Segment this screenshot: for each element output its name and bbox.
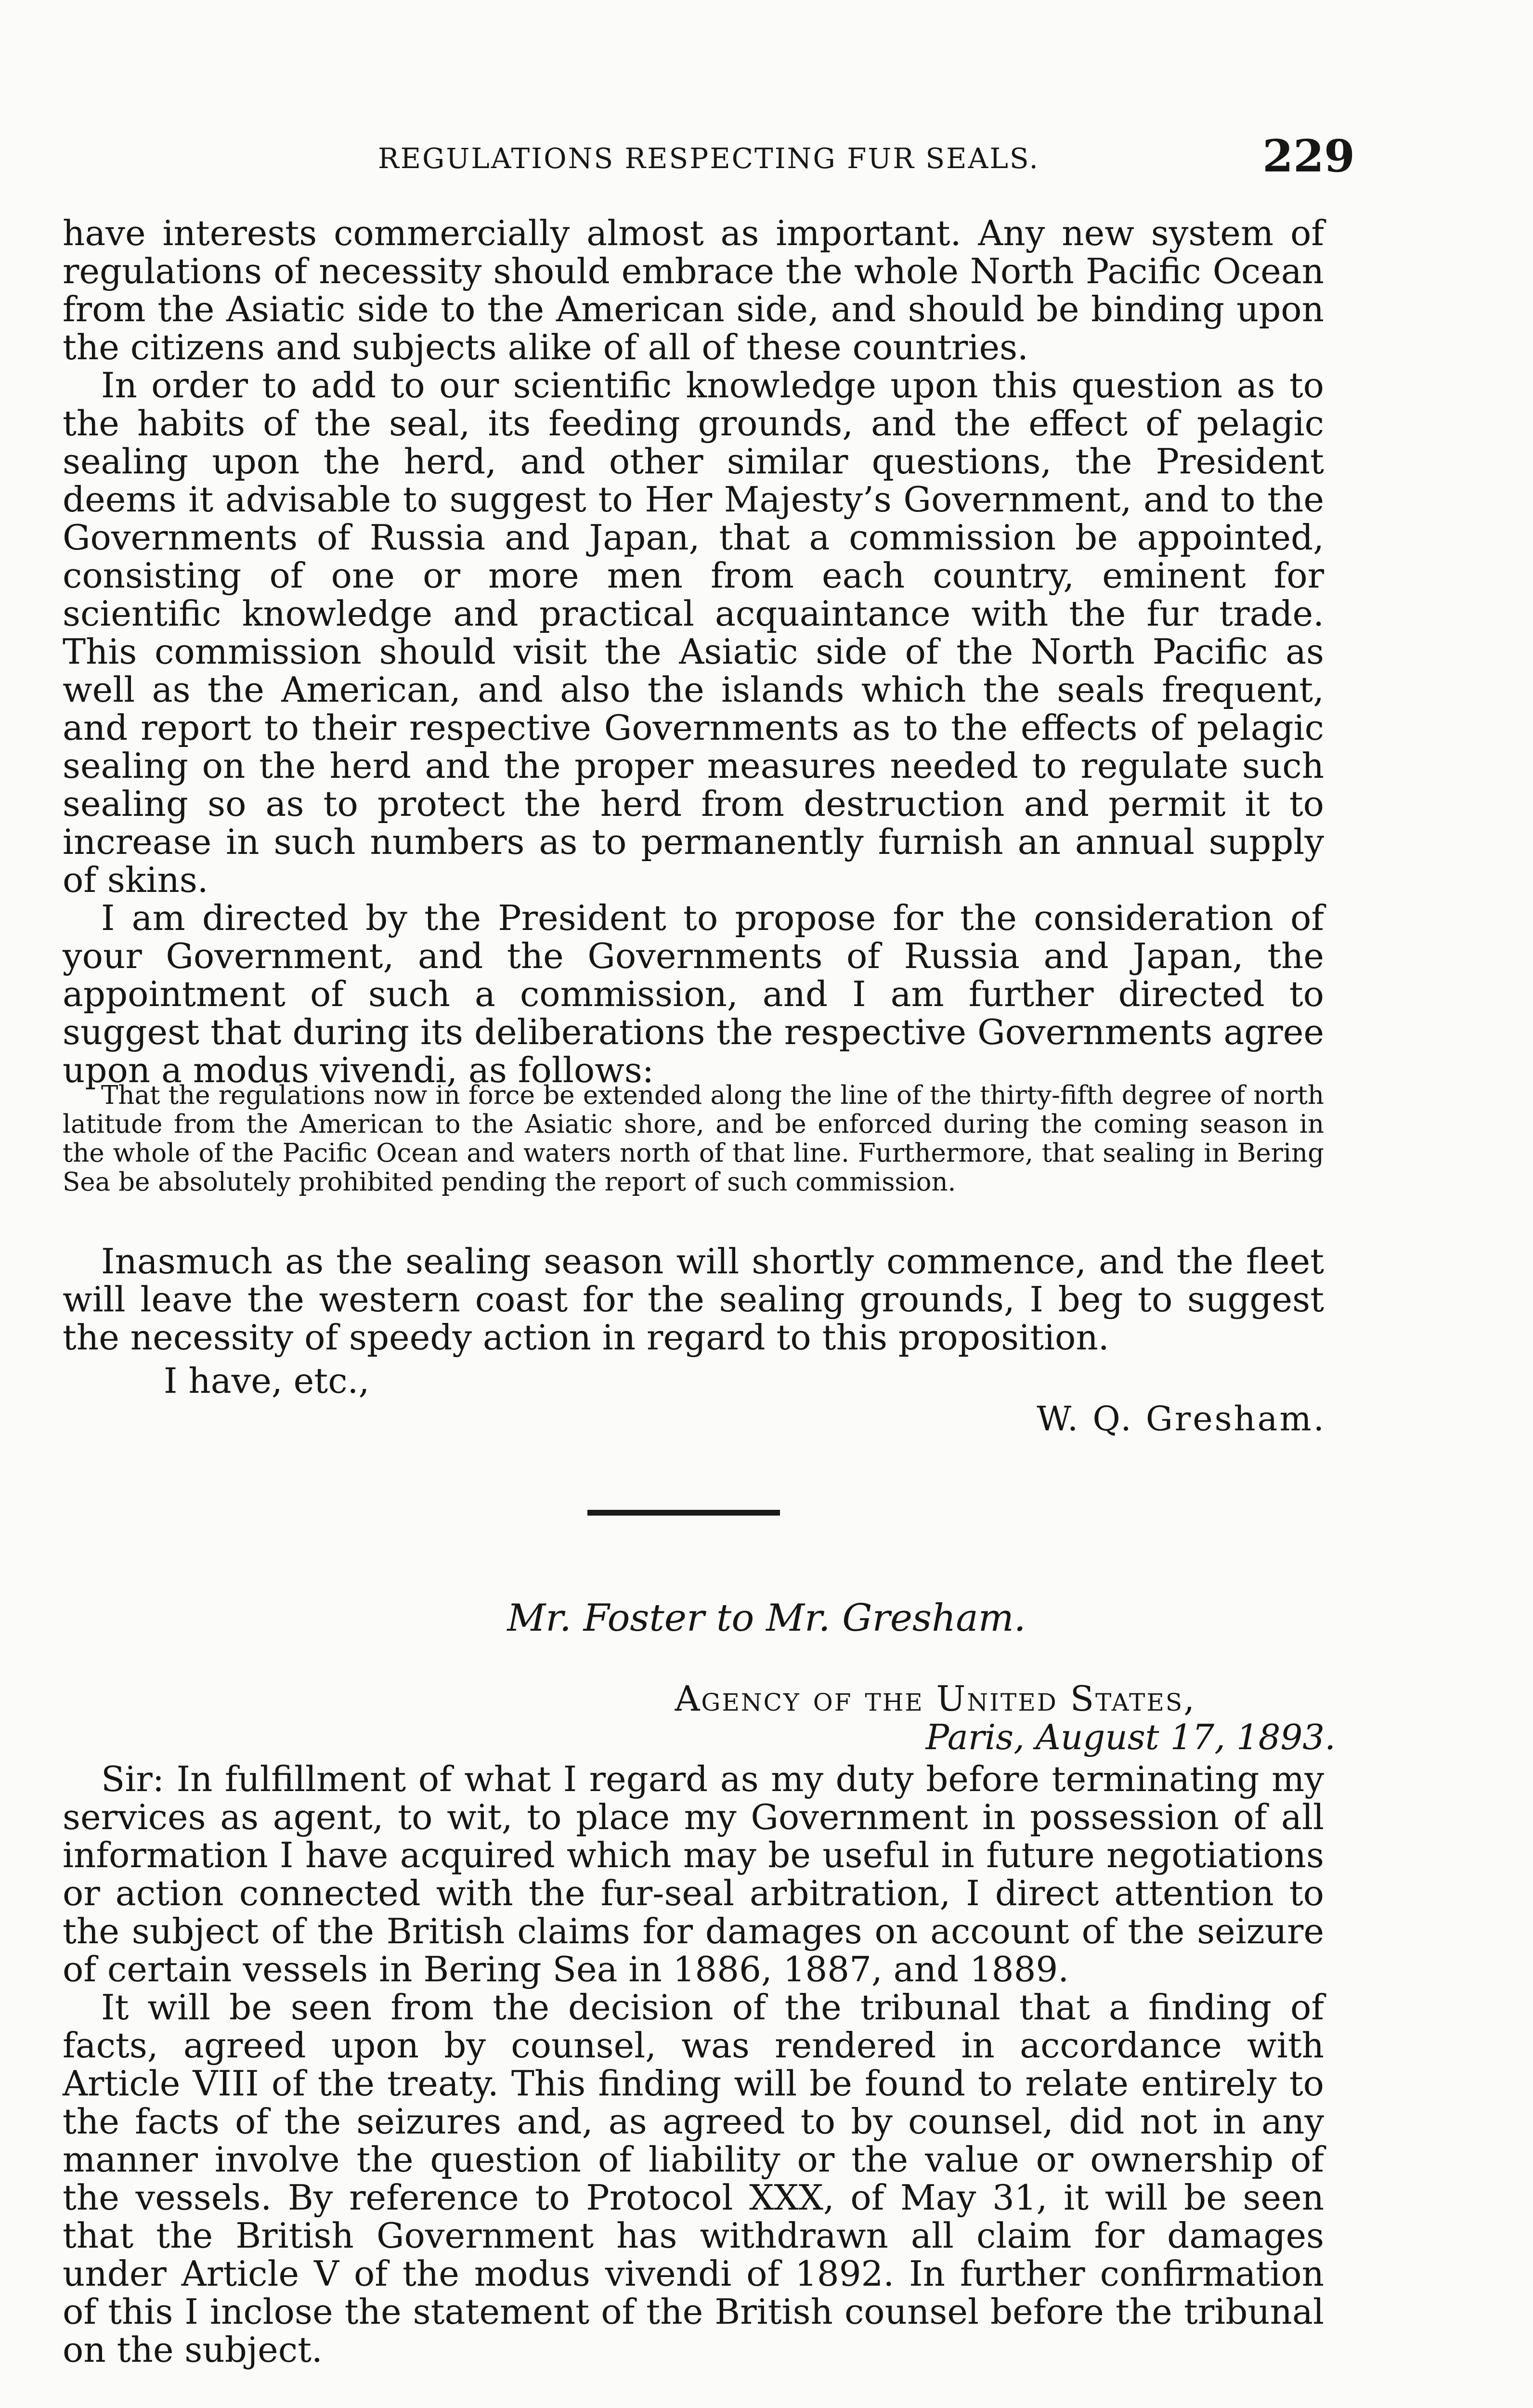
section-divider	[587, 1510, 780, 1516]
paragraph-modus-vivendi: I am directed by the President to propose for the consideration of your Government, and the Governments of Russia and Japan, the appointment of such a commission, and I am further directed to suggest that during its deliberations the respective Governments agree upon a modus vivendi, as follows:	[63, 898, 1324, 1090]
signature-gresham	[1037, 1399, 1326, 1439]
section-gresham-letter-end	[63, 1243, 1324, 1357]
paragraph-speedy-action: Inasmuch as the sealing season will shortly commence, and the fleet will leave the western coast for the sealing grounds, I beg to suggest the necessity of speedy action in regard to this proposition.	[63, 1241, 1324, 1358]
paragraph-commission-proposal: In order to add to our scientific knowledge upon this question as to the habits of the seal, its feeding grounds, and the effect of pelagic sealing upon the herd, and other similar questions, the President deems it advisable to suggest to Her Majesty’s Government, and to the Governments of Russia and Japan, that a commission be appointed, consisting of one or more men from each country, eminent for scientific knowledge and practical acquaintance with the fur trade. This commission should visit the Asiatic side of the North Pacific as well as the American, and also the islands which the seals frequent, and report to their respective Governments as to the effects of pelagic sealing on the herd and the proper measures needed to regulate such sealing so as to protect the herd from destruction and permit it to increase in such numbers as to permanently furnish an annual supply of skins.	[63, 365, 1324, 900]
paragraph-british-claims: Sir: In fulfillment of what I regard as my duty before terminating my services as agent, to wit, to place my Government in possession of all information I have acquired which may be useful in future negotiations or action connected with the fur-seal arbitration, I direct attention to the subject of the British claims for damages on account of the seizure of certain vessels in Bering Sea in 1886, 1887, and 1889.	[63, 1759, 1324, 1989]
letter-heading: Mr. Foster to Mr. Gresham.	[507, 1597, 1026, 1640]
letter-closing: I have, etc.,	[164, 1361, 370, 1401]
paragraph-continuation: have interests commercially almost as important. Any new system of regulations of necessity should embrace the whole North Pacific Ocean from the Asiatic side to the American side, and should be binding upon the citizens and subjects alike of all of these countries.	[63, 213, 1324, 367]
page-header	[63, 130, 1355, 183]
sender-address: Agency of the United States,	[675, 1678, 1196, 1719]
place-date-line: Paris, August 17, 1893.	[925, 1717, 1336, 1757]
paragraph-tribunal-decision: It will be seen from the decision of the tribunal that a finding of facts, agreed upon by counsel, was rendered in accordance with Article VIII of the treaty. This finding will be found to relate entirely to the facts of the seizures and, as agreed to by counsel, did not in any manner involve the question of liability or the value or ownership of the vessels. By reference to Protocol XXX, of May 31, it will be seen that the British Government has withdrawn all claim for damages under Article V of the modus vivendi of 1892. In further confirmation of this I inclose the statement of the British counsel before the tribunal on the subject.	[63, 1987, 1324, 2370]
signature-text: W. Q. Gresham.	[1037, 1399, 1326, 1439]
section-foster-letter	[63, 1760, 1324, 2369]
running-head: REGULATIONS RESPECTING FUR SEALS.	[378, 142, 1039, 175]
section-gresham-letter	[63, 214, 1324, 1089]
page-number: 229	[1262, 130, 1355, 182]
quoted-regulation: That the regulations now in force be extended along the line of the thirty-fifth degree of north latitude from the American to the Asiatic shore, and be enforced during the coming season in the whole of the Pacific Ocean and waters north of that line. Furthermore, that sealing in Bering Sea be absolutely prohibited pending the report of such commission.	[63, 1081, 1324, 1197]
